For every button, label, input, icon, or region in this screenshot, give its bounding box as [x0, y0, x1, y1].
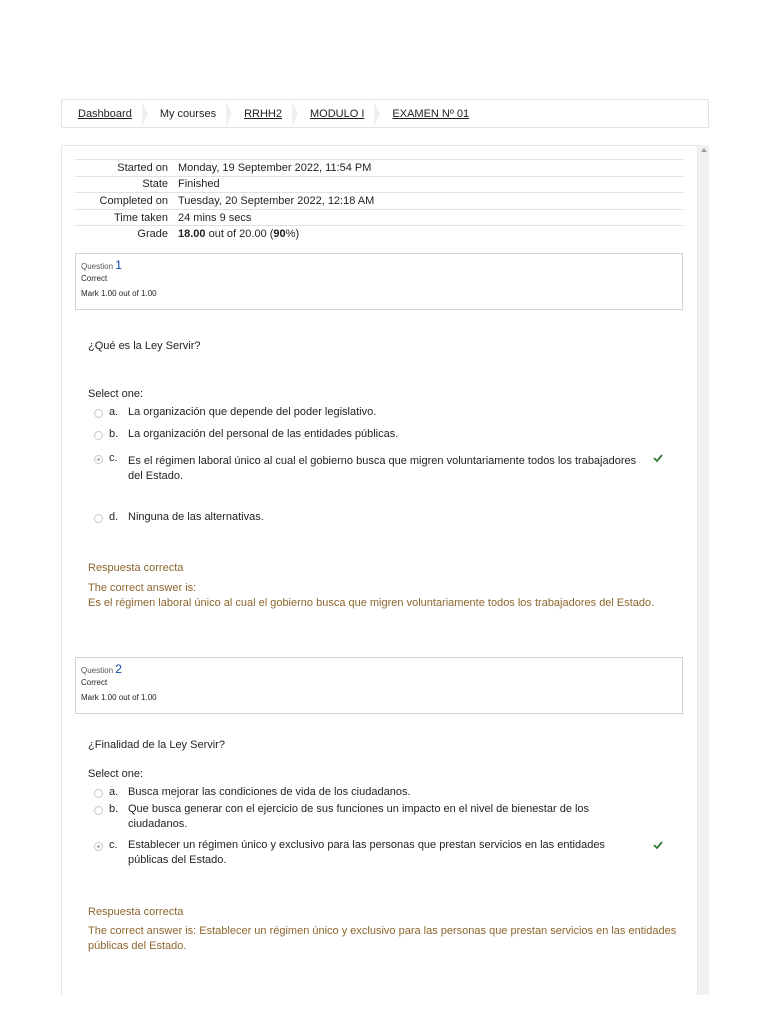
- breadcrumb-item-exam[interactable]: [392, 108, 469, 120]
- grade-score: 18.00: [178, 228, 206, 241]
- option-letter: b.: [109, 803, 119, 815]
- option-letter: c.: [109, 452, 118, 464]
- option-letter: c.: [109, 839, 118, 851]
- option-letter: b.: [109, 428, 119, 440]
- summary-value: Finished: [178, 178, 220, 191]
- summary-row-state: [75, 176, 683, 193]
- grade-end: %): [285, 228, 300, 241]
- question-label: Question: [81, 666, 114, 675]
- summary-label: Completed on: [99, 194, 168, 207]
- radio-button[interactable]: [94, 789, 103, 798]
- breadcrumb-separator: [142, 101, 148, 127]
- question-label: Question: [81, 262, 114, 271]
- radio-button[interactable]: [94, 431, 103, 440]
- question-state: Correct: [81, 678, 108, 687]
- correct-answer-text: The correct answer is: Establecer un régimen único y exclusivo para las personas que prestan servicios en las entidades públicas del Estado.: [88, 925, 677, 952]
- breadcrumb-link-exam[interactable]: EXAMEN Nº 01: [392, 107, 470, 120]
- breadcrumb-text-my-courses: My courses: [159, 107, 217, 120]
- scroll-up-icon[interactable]: [701, 148, 707, 152]
- option-text: La organización del personal de las entidades públicas.: [128, 428, 399, 440]
- option-text: Establecer un régimen único y exclusivo para las personas que prestan servicios en las entidades públicas del Estado.: [128, 839, 605, 866]
- breadcrumb-link-dashboard[interactable]: Dashboard: [78, 107, 132, 120]
- question-text-2: ¿Finalidad de la Ley Servir?: [88, 739, 225, 751]
- feedback-general: Respuesta correcta: [88, 906, 184, 918]
- check-icon: [653, 453, 663, 463]
- question-number: [81, 258, 677, 272]
- select-one-prompt: Select one:: [88, 768, 144, 780]
- breadcrumb-item-course[interactable]: [244, 101, 310, 127]
- summary-row-grade: [75, 226, 683, 243]
- option-letter: a.: [109, 786, 119, 798]
- check-icon: [653, 840, 663, 850]
- breadcrumb-item-module[interactable]: [310, 101, 392, 127]
- summary-label: Grade: [137, 228, 168, 241]
- summary-value: Monday, 19 September 2022, 11:54 PM: [178, 161, 372, 174]
- breadcrumb-item-my-courses: [160, 101, 244, 127]
- summary-label: Started on: [117, 161, 168, 174]
- option-letter: a.: [109, 406, 119, 418]
- breadcrumb-item-dashboard[interactable]: [78, 101, 160, 127]
- question-grade: Mark 1.00 out of 1.00: [81, 289, 157, 298]
- question-number: [81, 662, 677, 676]
- breadcrumb-link-module[interactable]: MODULO I: [309, 107, 365, 120]
- grade-rest: out of 20.00 (: [205, 228, 274, 241]
- radio-button[interactable]: [94, 514, 103, 523]
- question-number-value: 1: [115, 258, 122, 272]
- question-number-value: 2: [115, 662, 122, 676]
- radio-button-selected[interactable]: [94, 842, 103, 851]
- grade-percent: 90: [273, 228, 286, 241]
- question-state: Correct: [81, 274, 108, 283]
- scrollbar[interactable]: [697, 145, 709, 995]
- option-text: Ninguna de las alternativas.: [128, 511, 264, 523]
- question-info-1: [75, 253, 683, 310]
- summary-row-time: [75, 209, 683, 226]
- option-text: Es el régimen laboral único al cual el gobierno busca que migren voluntariamente todos los trabajadores del Estado.: [128, 455, 637, 482]
- radio-button[interactable]: [94, 409, 103, 418]
- question-text-1: ¿Qué es la Ley Servir?: [88, 340, 201, 352]
- option-letter: d.: [109, 511, 119, 523]
- question-info-2: [75, 657, 683, 714]
- option-text: La organización que depende del poder legislativo.: [128, 406, 377, 418]
- feedback-general: Respuesta correcta: [88, 562, 184, 574]
- summary-row-completed: [75, 193, 683, 210]
- question-grade: Mark 1.00 out of 1.00: [81, 693, 157, 702]
- attempt-summary-table: [75, 159, 683, 242]
- summary-value-grade: [178, 226, 683, 243]
- radio-button-selected[interactable]: [94, 455, 103, 464]
- select-one-prompt: Select one:: [88, 388, 144, 400]
- summary-label: Time taken: [113, 211, 168, 224]
- correct-answer-label: The correct answer is:: [88, 582, 197, 594]
- breadcrumb-separator: [374, 101, 380, 127]
- breadcrumb-link-course[interactable]: RRHH2: [244, 107, 282, 120]
- summary-value: Tuesday, 20 September 2022, 12:18 AM: [178, 194, 375, 207]
- summary-label: State: [142, 178, 168, 191]
- breadcrumb-separator: [292, 101, 298, 127]
- option-text: Busca mejorar las condiciones de vida de los ciudadanos.: [128, 786, 411, 798]
- correct-answer-text: Es el régimen laboral único al cual el gobierno busca que migren voluntariamente todos los trabajadores del Estado.: [88, 597, 655, 609]
- breadcrumb-separator: [226, 101, 232, 127]
- summary-value: 24 mins 9 secs: [178, 211, 252, 224]
- summary-row-started: [75, 160, 683, 177]
- breadcrumb: [61, 99, 709, 128]
- radio-button[interactable]: [94, 806, 103, 815]
- option-text: Que busca generar con el ejercicio de sus funciones un impacto en el nivel de bienestar de los ciudadanos.: [128, 803, 590, 830]
